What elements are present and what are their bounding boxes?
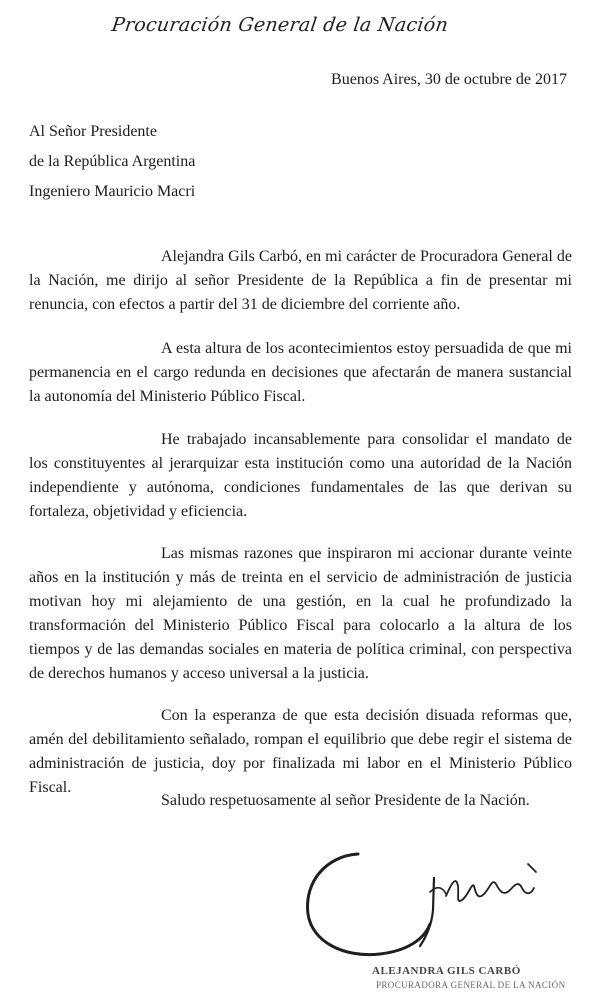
letter-date: Buenos Aires, 30 de octubre de 2017 [331, 71, 567, 88]
closing-salutation: Saludo respetuosamente al señor Presidente de la Nación. [161, 792, 530, 809]
recipient-address [29, 117, 195, 207]
letterhead-title: Procuración General de la Nación [110, 14, 450, 36]
signatory-title: PROCURADORA GENERAL DE LA NACIÓN [376, 980, 566, 990]
recipient-line-2: de la República Argentina [29, 153, 196, 170]
signatory-name: ALEJANDRA GILS CARBÓ [372, 965, 521, 977]
recipient-line-3: Ingeniero Mauricio Macri [29, 183, 196, 200]
body-paragraph-1: Alejandra Gils Carbó, en mi carácter de Procuradora General de la Nación, me dirijo al señor Presidente de la República a fin de presentar mi renuncia, con efectos a partir del 31 de diciembre del corriente año. [29, 248, 572, 313]
body-paragraph-5: Con la esperanza de que esta decisión disuada reformas que, amén del debilitamiento señalado, rompan el equilibrio que debe regir el sistema de administración de justicia, doy por finalizada mi labor en el Ministerio Público Fiscal. [29, 707, 572, 796]
handwritten-signature [296, 842, 596, 962]
body-paragraph-4: Las mismas razones que inspiraron mi accionar durante veinte años en la institución y más de treinta en el servicio de administración de justicia motivan hoy mi alejamiento de una gestión, en la cual he profundizado la transformación del Ministerio Público Fiscal para colocarlo a la altura de los tiempos y de las demandas sociales en materia de política criminal, con perspectiva de derechos humanos y acceso universal a la justicia. [29, 545, 572, 682]
body-paragraph-2: A esta altura de los acontecimientos estoy persuadida de que mi permanencia en el cargo redunda en decisiones que afectarán de manera sustancial la autonomía del Ministerio Público Fiscal. [29, 340, 572, 405]
body-paragraph-3: He trabajado incansablemente para consolidar el mandato de los constituyentes al jerarquizar esta institución como una autoridad de la Nación independiente y autónoma, condiciones fundamentales de las que derivan su fortaleza, objetividad y eficiencia. [29, 431, 572, 520]
recipient-line-1: Al Señor Presidente [29, 123, 157, 140]
